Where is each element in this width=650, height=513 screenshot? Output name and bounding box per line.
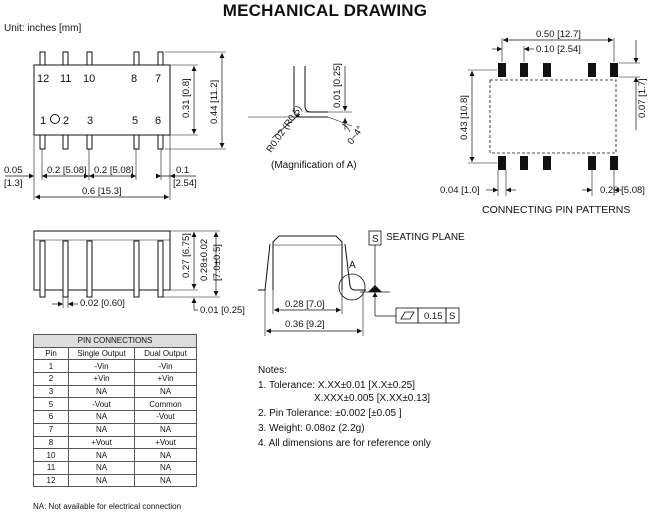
note-item: 2. Pin Tolerance: ±0.002 [±0.05 ] (258, 408, 402, 419)
dim-pattern-height: 0.43 [10.8] (459, 95, 470, 140)
pad (588, 156, 596, 170)
end-view (258, 231, 459, 336)
pad (588, 63, 596, 77)
table-row: 2 +Vin +Vin (34, 373, 197, 386)
pin-label-12: 12 (37, 73, 50, 85)
bottom-pin-6 (158, 135, 163, 149)
dim-pattern-pitch-b: 0.20 [5.08] (600, 185, 645, 196)
dim-standoff: 0.01 [0.25] (200, 305, 245, 316)
pin-label-10: 10 (83, 73, 96, 85)
dim-side-body-height: 0.27 [6.75] (181, 233, 192, 278)
pin-label-1: 1 (40, 115, 47, 127)
dim-end-body-width: 0.28 [7.0] (285, 299, 325, 310)
table-row: 3 NA NA (34, 385, 197, 398)
dim-radius: R0.02 (R0.5) (264, 103, 305, 155)
side-view (34, 231, 245, 316)
pad (498, 63, 506, 77)
detail-a-caption: (Magnification of A) (271, 160, 357, 171)
pad (610, 63, 618, 77)
note-item: 1. Tolerance: X.XX±0.01 [X.X±0.25] (258, 380, 415, 391)
pin-label-2: 2 (63, 115, 70, 127)
pad (543, 63, 551, 77)
dim-length: 0.6 [15.3] (82, 186, 122, 197)
dim-pad-width: 0.04 [1.0] (440, 185, 480, 196)
dim-body-height: 0.31 [0.8] (181, 78, 192, 118)
seating-symbol: S (372, 234, 379, 245)
top-pin-10 (87, 52, 92, 65)
pin-connections-table (33, 334, 197, 487)
pin-label-7: 7 (155, 73, 162, 85)
pin-table-header: Pin (34, 347, 69, 360)
bottom-pin-3 (87, 135, 92, 149)
notes-heading: Notes: (258, 365, 287, 376)
top-view-body (34, 65, 170, 135)
top-pin-8 (134, 52, 139, 65)
top-pin-11 (63, 52, 68, 65)
dim-pattern-pitch: 0.10 [2.54] (536, 44, 581, 55)
dim-end-total-width: 0.36 [9.2] (285, 319, 325, 330)
table-row: 8 +Vout +Vout (34, 436, 197, 449)
flatness-value: 0.15 (424, 311, 443, 322)
top-view (4, 52, 226, 200)
pad (520, 156, 528, 170)
drawing-title: MECHANICAL DRAWING (222, 1, 428, 20)
dim-side-total-height: 0.28±0.02 (199, 238, 210, 281)
table-row: 10 NA NA (34, 449, 197, 462)
pin-label-11: 11 (60, 73, 72, 85)
dim-pin-width-mm: [2.54] (173, 178, 197, 189)
note-item: 4. All dimensions are for reference only (258, 438, 431, 449)
pin-table-footnote: NA: Not available for electrical connection (33, 502, 182, 511)
dim-angle: 0~4° (345, 124, 366, 147)
dim-left-offset: 0.05 (4, 165, 23, 176)
seating-plane-label: SEATING PLANE (386, 232, 465, 243)
note-item: X.XXX±0.005 [X.XX±0.13] (314, 393, 431, 404)
pad (543, 156, 551, 170)
dim-side-pin: 0.02 [0.60] (80, 298, 125, 309)
table-row: 12 NA NA (34, 474, 197, 487)
dim-pad-height: 0.07 [1.7] (637, 78, 648, 118)
dim-left-offset-mm: [1.3] (4, 178, 23, 189)
pad (498, 156, 506, 170)
dim-pin-width: 0.1 (176, 165, 190, 176)
flatness-ref: S (449, 311, 456, 322)
dim-pattern-width: 0.50 [12.7] (536, 29, 581, 40)
bottom-pin-2 (63, 135, 68, 149)
table-row: 6 NA -Vout (34, 411, 197, 424)
flatness-icon (401, 312, 414, 319)
dim-pitch-2: 0.2 [5.08] (94, 165, 134, 176)
pin-pattern-caption: CONNECTING PIN PATTERNS (482, 204, 631, 216)
detail-a-label: A (349, 260, 356, 271)
table-row: 11 NA NA (34, 461, 197, 474)
pin-1-marker (51, 115, 60, 124)
table-row: 5 -Vout Common (34, 398, 197, 411)
dim-total-height: 0.44 [11.2] (209, 79, 220, 124)
top-pin-12 (40, 52, 45, 65)
pin-label-3: 3 (87, 115, 94, 127)
bottom-pin-5 (134, 135, 139, 149)
pattern-outline (490, 80, 616, 153)
pin-pattern (440, 29, 648, 196)
dim-lead-thickness: 0.01 [0.25] (332, 63, 343, 108)
pin-table-header: Dual Output (135, 347, 197, 360)
table-row: 1 -Vin -Vin (34, 360, 197, 373)
unit-label: Unit: inches [mm] (4, 23, 82, 34)
pin-table-header: Single Output (69, 347, 135, 360)
pad (610, 156, 618, 170)
detail-a (248, 63, 366, 155)
table-row: 7 NA NA (34, 423, 197, 436)
note-item: 3. Weight: 0.08oz (2.2g) (258, 423, 365, 434)
pin-label-5: 5 (132, 115, 139, 127)
pad (520, 63, 528, 77)
bottom-pin-1 (40, 135, 45, 149)
pin-label-6: 6 (155, 115, 162, 127)
dim-pitch-1: 0.2 [5.08] (47, 165, 87, 176)
pin-label-8: 8 (131, 73, 138, 85)
dim-side-total-height-mm: [7.0±0.5] (212, 244, 223, 281)
pin-table-title: PIN CONNECTIONS (34, 335, 197, 348)
top-pin-7 (158, 52, 163, 65)
